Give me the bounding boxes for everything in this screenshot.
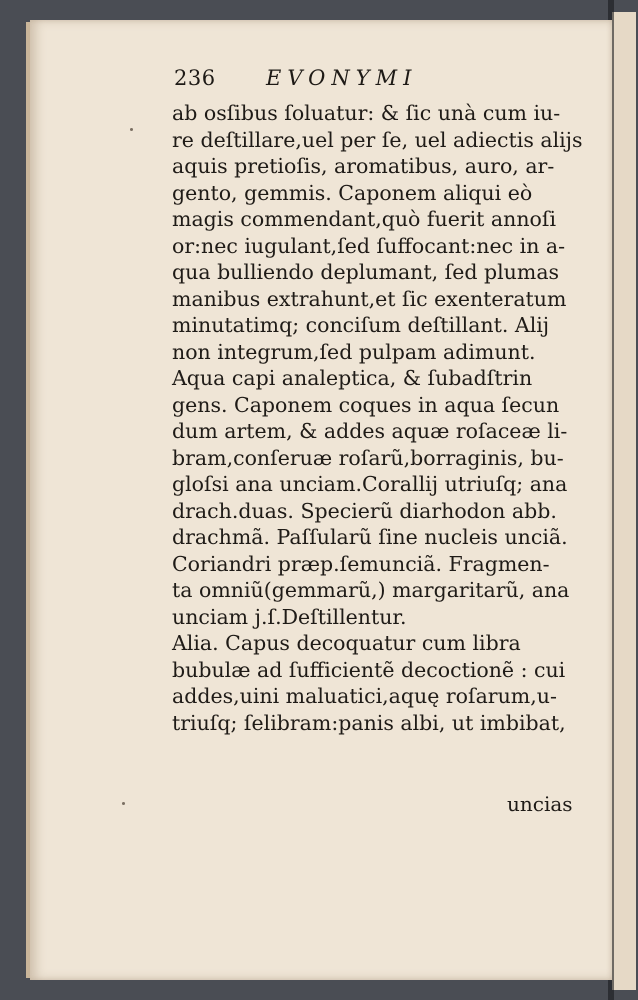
text-line: Coriandri præp.ſemunciã. Fragmen- — [172, 551, 550, 576]
text-line: gento, gemmis. Caponem aliqui eò — [172, 180, 533, 205]
text-line: Alia. Capus decoquatur cum libra — [172, 631, 521, 655]
text-line: or:nec iugulant,ſed ſuffocant:nec in a- — [172, 233, 566, 258]
text-line: gloſsi ana unciam.Corallij utriuſq; ana — [172, 472, 568, 496]
text-line: manibus extrahunt,et ſic exenteratum — [172, 286, 567, 311]
page-number: 236 — [174, 66, 216, 90]
text-line: re deſtillare,uel per ſe, uel adiectis alijs — [172, 127, 583, 152]
text-line: bubulæ ad ſufficientẽ decoctionẽ : cui — [172, 657, 566, 682]
text-line: non integrum,ſed pulpam adimunt. — [172, 339, 536, 364]
text-line: minutatimq; conciſum deſtillant. Alij — [172, 313, 550, 337]
adjacent-page-edge — [612, 12, 636, 990]
text-line: dum artem, & addes aquæ roſaceæ li- — [172, 419, 568, 443]
text-line: magis commendant,quò fuerit annoſi — [172, 207, 557, 231]
ink-speck — [122, 802, 125, 805]
text-line: ta omniũ(gemmarũ,) margaritarũ, ana — [172, 578, 570, 602]
text-line: drachmã. Paſſularũ ſine nucleis unciã. — [172, 525, 568, 549]
ink-speck — [130, 128, 133, 131]
text-line: Aqua capi analeptica, & ſubadſtrin — [172, 366, 533, 390]
body-text — [172, 100, 592, 736]
text-line: ab osſibus ſoluatur: & ſic unà cum iu- — [172, 101, 561, 125]
page-header — [174, 66, 574, 96]
text-line: drach.duas. Specierũ diarhodon abb. — [172, 498, 557, 523]
text-line: addes,uini maluatici,aquę roſarum,u- — [172, 684, 557, 708]
catchword: uncias — [507, 792, 573, 816]
text-line: triuſq; ſelibram:panis albi, ut imbibat, — [172, 710, 566, 735]
text-line: gens. Caponem coques in aqua ſecun — [172, 392, 560, 417]
running-title: EVONYMI — [266, 66, 418, 90]
text-line: qua bulliendo deplumant, ſed plumas — [172, 260, 560, 284]
text-line: bram,conſeruæ roſarũ,borraginis, bu- — [172, 445, 564, 470]
text-line: unciam j.ſ.Deſtillentur. — [172, 604, 407, 629]
text-line: aquis pretioſis, aromatibus, auro, ar- — [172, 154, 555, 178]
